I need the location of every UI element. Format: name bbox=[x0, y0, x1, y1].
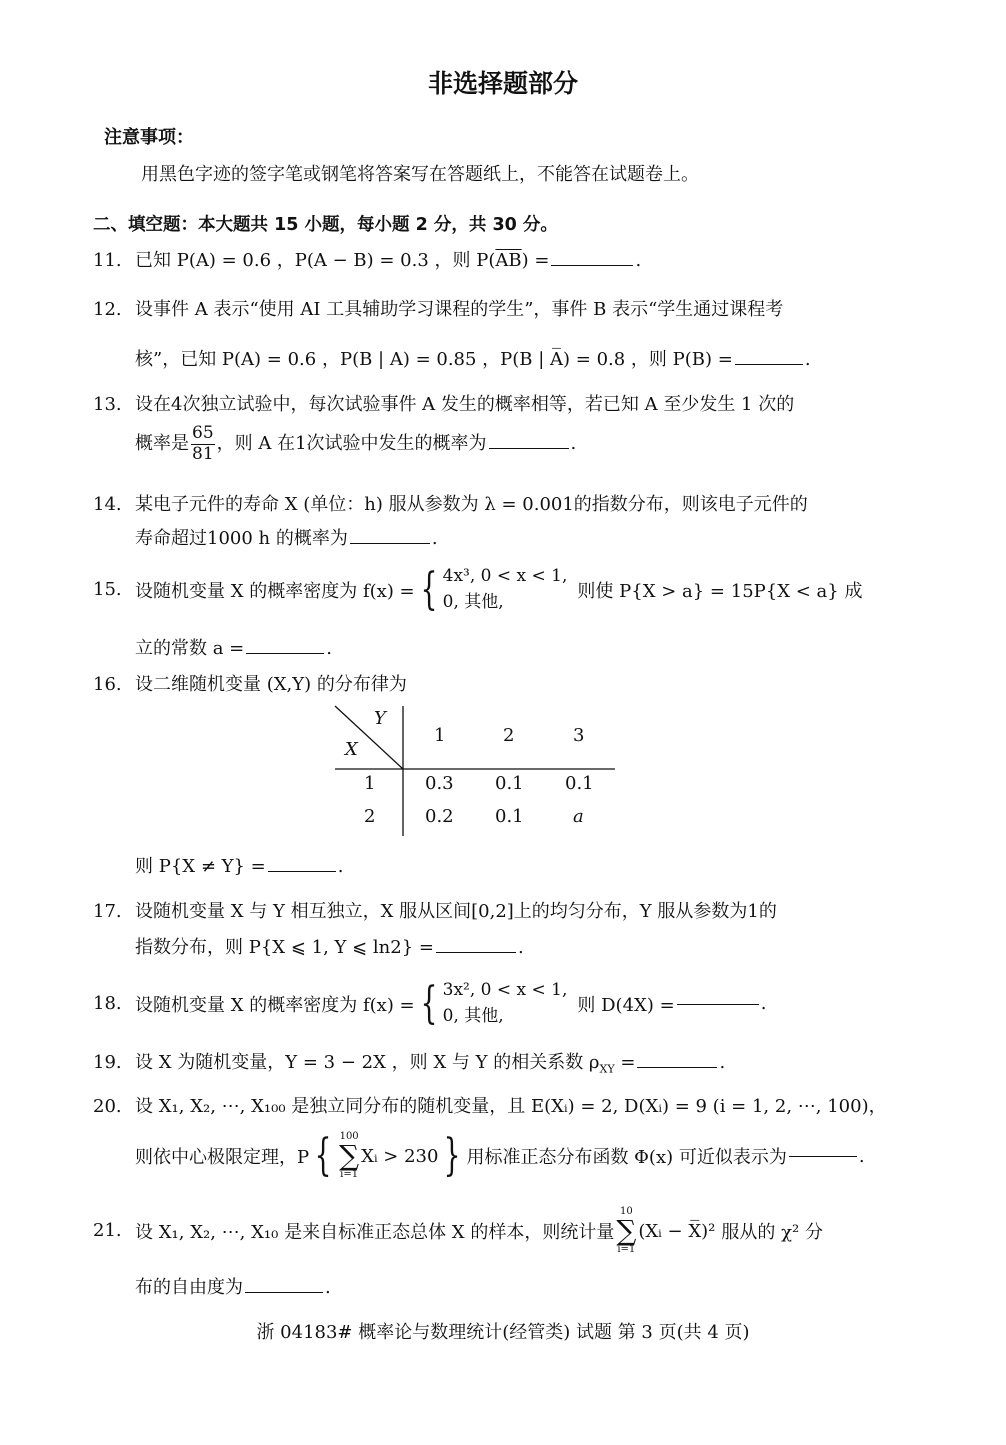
question-text: 设 X₁, X₂, ⋯, X₁₀₀ 是独立同分布的随机变量，且 E(Xᵢ) = 2, D(Xᵢ) = 9 (i = 1, 2, ⋯, 100)， bbox=[135, 1096, 887, 1117]
left-brace: { bbox=[314, 1130, 332, 1181]
question-17-line2 bbox=[135, 933, 524, 959]
sum-upper: 10 bbox=[619, 1206, 633, 1217]
question-16-after bbox=[135, 852, 344, 878]
question-15 bbox=[93, 564, 862, 615]
answer-blank[interactable] bbox=[789, 1155, 857, 1157]
question-14-line2 bbox=[135, 524, 438, 550]
period: . bbox=[635, 250, 642, 271]
answer-blank[interactable] bbox=[246, 652, 324, 654]
left-brace: { bbox=[420, 563, 438, 615]
question-text: 寿命超过1000 h 的概率为 bbox=[135, 528, 348, 549]
density-definition bbox=[135, 978, 766, 1029]
question-14 bbox=[93, 490, 808, 516]
question-text: 布的自由度为 bbox=[135, 1277, 243, 1298]
question-text-tail: 用标准正态分布函数 Φ(x) 可近似表示为 bbox=[466, 1147, 787, 1168]
case-1: 3x², 0 < x < 1, bbox=[442, 980, 568, 1000]
question-text-tail: 服从的 χ² 分 bbox=[721, 1222, 823, 1243]
complement-ab: $\overline{AB}$ bbox=[495, 250, 522, 271]
fraction bbox=[191, 424, 215, 464]
question-number: 17. bbox=[93, 901, 122, 922]
sum-body: (Xᵢ − X̅)² bbox=[638, 1220, 716, 1242]
right-brace: } bbox=[444, 1130, 461, 1181]
question-text-tail: ，则 A 在1次试验中发生的概率为 bbox=[216, 433, 487, 455]
notice-heading: 注意事项： bbox=[104, 127, 194, 148]
question-text: 则 P{X ≠ Y} = bbox=[135, 856, 266, 877]
question-text: 核”，已知 P(A) = 0.6 ，P(B | A) = 0.85 ，P(B | A̅) = 0.8 ，则 P(B) = bbox=[135, 349, 733, 370]
question-12-line2 bbox=[135, 345, 811, 371]
question-number: 21. bbox=[93, 1220, 122, 1241]
question-19 bbox=[93, 1048, 725, 1076]
question-12 bbox=[93, 295, 783, 321]
cell-2-2: 0.1 bbox=[495, 806, 524, 827]
sigma-icon: ∑ bbox=[616, 1214, 637, 1247]
period: . bbox=[326, 638, 332, 659]
question-text: 设随机变量 X 的概率密度为 f(x) = bbox=[135, 580, 415, 602]
question-text-tail: ) = bbox=[521, 250, 550, 271]
sum-lower: i=1 bbox=[617, 1244, 636, 1255]
page-title: 非选择题部分 bbox=[427, 69, 578, 98]
question-text: 已知 P(A) = 0.6 ，P(A − B) = 0.3 ，则 P( bbox=[135, 250, 496, 271]
piecewise-cases bbox=[443, 978, 568, 1029]
question-text: 概率是 bbox=[135, 433, 189, 455]
period: . bbox=[518, 937, 524, 958]
clt-expression bbox=[135, 1132, 865, 1180]
question-text-tail: = bbox=[614, 1052, 636, 1073]
question-number: 15. bbox=[93, 578, 122, 600]
sum-body: Xᵢ > 230 bbox=[361, 1145, 439, 1167]
piecewise-cases bbox=[443, 564, 568, 615]
question-number: 19. bbox=[93, 1052, 122, 1073]
question-13-line2 bbox=[135, 424, 576, 464]
y-label: Y bbox=[374, 708, 386, 729]
question-number: 11. bbox=[93, 250, 122, 271]
cell-2-3: a bbox=[573, 806, 584, 827]
answer-blank[interactable] bbox=[436, 951, 516, 953]
denominator: 81 bbox=[192, 443, 214, 464]
question-text: 立的常数 a = bbox=[135, 638, 245, 659]
period: . bbox=[719, 1052, 726, 1073]
cell-1-2: 0.1 bbox=[495, 773, 524, 794]
row-header-2: 2 bbox=[364, 806, 376, 827]
answer-blank[interactable] bbox=[551, 264, 633, 266]
question-17 bbox=[93, 897, 777, 923]
question-text-tail: 则 D(4X) = bbox=[577, 994, 675, 1016]
row-header-1: 1 bbox=[364, 773, 376, 794]
summation bbox=[339, 1132, 359, 1180]
statistic-expression bbox=[135, 1207, 823, 1255]
x-label: X bbox=[345, 739, 358, 760]
question-text: 则依中心极限定理，P bbox=[135, 1147, 310, 1168]
question-13 bbox=[93, 390, 794, 416]
col-header-2: 2 bbox=[503, 725, 515, 746]
left-brace: { bbox=[420, 977, 438, 1029]
question-number: 20. bbox=[93, 1096, 122, 1117]
period: . bbox=[760, 993, 767, 1014]
period: . bbox=[804, 349, 811, 370]
sum-lower: i=1 bbox=[340, 1169, 359, 1180]
answer-blank[interactable] bbox=[637, 1066, 717, 1068]
numerator: 65 bbox=[192, 423, 214, 443]
question-text: 某电子元件的寿命 X (单位：h) 服从参数为 λ = 0.001的指数分布，则该电子元件的 bbox=[135, 494, 808, 515]
sigma-icon: ∑ bbox=[339, 1139, 360, 1172]
question-21-line2 bbox=[135, 1273, 331, 1299]
question-number: 18. bbox=[93, 992, 122, 1014]
question-text: 设二维随机变量 (X,Y) 的分布律为 bbox=[135, 674, 407, 695]
case-1: 4x³, 0 < x < 1, bbox=[442, 566, 568, 586]
question-text: 设随机变量 X 与 Y 相互独立，X 服从区间[0,2]上的均匀分布，Y 服从参数为1的 bbox=[135, 901, 777, 922]
question-20 bbox=[93, 1092, 887, 1118]
question-number: 12. bbox=[93, 299, 122, 320]
cell-1-3: 0.1 bbox=[565, 773, 594, 794]
sum-upper: 100 bbox=[339, 1131, 359, 1142]
period: . bbox=[325, 1277, 331, 1298]
question-number: 13. bbox=[93, 394, 122, 415]
case-2: 0, 其他, bbox=[442, 1005, 504, 1026]
question-text: 设事件 A 表示“使用 AI 工具辅助学习课程的学生”，事件 B 表示“学生通过课程考 bbox=[135, 299, 784, 320]
answer-blank[interactable] bbox=[489, 447, 569, 449]
answer-blank[interactable] bbox=[735, 363, 803, 365]
answer-blank[interactable] bbox=[350, 542, 430, 544]
cell-2-1: 0.2 bbox=[425, 806, 454, 827]
period: . bbox=[431, 528, 438, 549]
summation bbox=[616, 1207, 636, 1255]
question-number: 16. bbox=[93, 674, 122, 695]
table-x-label bbox=[345, 739, 358, 760]
question-text: 设在4次独立试验中，每次试验事件 A 发生的概率相等，若已知 A 至少发生 1 次的 bbox=[135, 394, 795, 415]
question-text: 设 X₁, X₂, ⋯, X₁₀ 是来自标准正态总体 X 的样本，则统计量 bbox=[135, 1222, 615, 1243]
page-footer: 浙 04183# 概率论与数理统计(经管类) 试题 第 3 页(共 4 页) bbox=[256, 1322, 750, 1343]
col-header-3: 3 bbox=[573, 725, 585, 746]
subscript: XY bbox=[599, 1062, 615, 1076]
answer-blank[interactable] bbox=[677, 1003, 759, 1005]
question-15-line2 bbox=[135, 634, 332, 660]
question-11 bbox=[93, 246, 641, 272]
section-heading: 二、填空题：本大题共 15 小题，每小题 2 分，共 30 分。 bbox=[93, 215, 558, 235]
question-text: 指数分布，则 P{X ⩽ 1, Y ⩽ ln2} = bbox=[135, 937, 434, 958]
cell-1-1: 0.3 bbox=[425, 773, 454, 794]
answer-blank[interactable] bbox=[245, 1291, 323, 1293]
question-text-tail: 则使 P{X > a} = 15P{X < a} 成 bbox=[577, 580, 863, 602]
period: . bbox=[858, 1145, 865, 1167]
period: . bbox=[337, 856, 344, 877]
notice-text: 用黑色字迹的签字笔或钢笔将答案写在答题纸上，不能答在试题卷上。 bbox=[141, 164, 699, 185]
question-number: 14. bbox=[93, 494, 122, 515]
question-21 bbox=[93, 1207, 823, 1255]
question-text: 设随机变量 X 的概率密度为 f(x) = bbox=[135, 994, 415, 1016]
question-18 bbox=[93, 978, 766, 1029]
question-20-line2 bbox=[135, 1132, 865, 1180]
table-y-label bbox=[374, 708, 386, 729]
density-definition bbox=[135, 564, 862, 615]
period: . bbox=[570, 433, 577, 455]
case-2: 0, 其他, bbox=[442, 591, 504, 612]
question-16 bbox=[93, 670, 407, 696]
answer-blank[interactable] bbox=[268, 870, 336, 872]
question-text: 设 X 为随机变量，Y = 3 − 2X ，则 X 与 Y 的相关系数 ρ bbox=[135, 1052, 600, 1073]
col-header-1: 1 bbox=[434, 725, 446, 746]
